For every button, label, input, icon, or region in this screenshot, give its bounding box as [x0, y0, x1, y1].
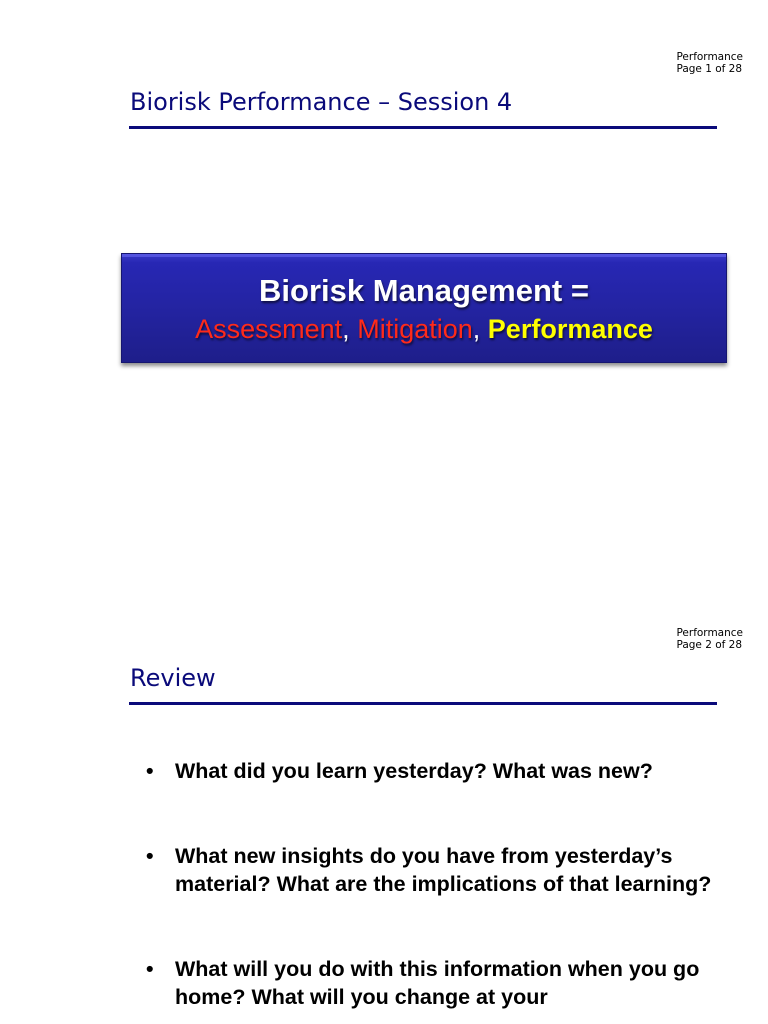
biorisk-management-banner — [121, 253, 727, 363]
page-header — [676, 51, 743, 75]
term-mitigation: Mitigation — [357, 314, 473, 344]
bullet-text: What new insights do you have from yesterday’s material? What are the implications of that learning? — [175, 844, 712, 896]
title-rule — [129, 126, 717, 129]
bullet-icon: • — [146, 957, 154, 981]
header-page-number: Page 1 of 28 — [676, 63, 743, 75]
header-page-number: Page 2 of 28 — [676, 639, 743, 651]
banner-terms — [122, 314, 726, 345]
term-assessment: Assessment — [195, 314, 343, 344]
bullet-icon: • — [146, 844, 154, 868]
bullet-icon: • — [146, 759, 154, 783]
bullet-text: What did you learn yesterday? What was new? — [175, 759, 653, 783]
review-bullet-list — [146, 757, 716, 1011]
term-separator: , — [472, 314, 481, 344]
page-header — [676, 627, 743, 651]
list-item — [146, 955, 716, 1011]
list-item — [146, 757, 716, 785]
banner-heading: Biorisk Management = — [259, 273, 589, 308]
bullet-text: What will you do with this information when you go home? What will you change at your — [175, 957, 700, 1009]
slide-title: Review — [130, 664, 216, 692]
term-performance: Performance — [487, 314, 653, 344]
title-rule — [129, 702, 717, 705]
list-item — [146, 842, 716, 898]
slide-title: Biorisk Performance – Session 4 — [130, 88, 513, 116]
term-separator: , — [342, 314, 350, 344]
header-section: Performance — [676, 51, 743, 63]
header-section: Performance — [676, 627, 743, 639]
